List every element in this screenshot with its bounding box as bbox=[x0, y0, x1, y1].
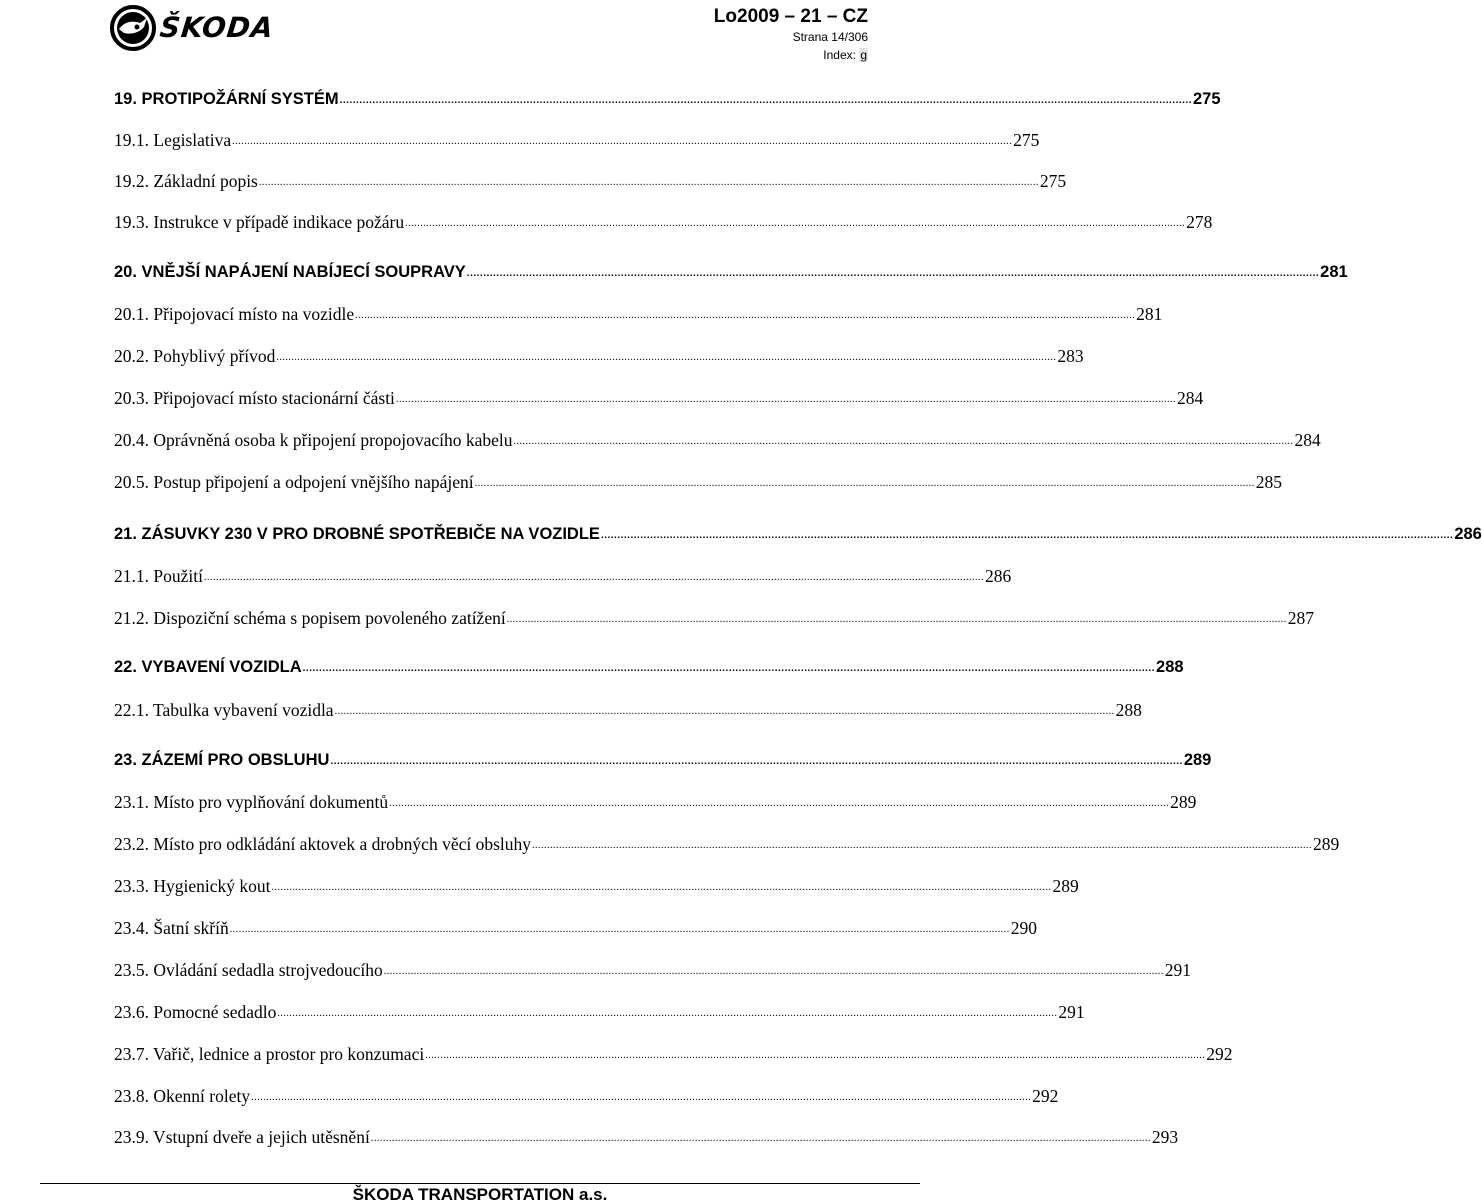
toc-entry-label: 21.2. Dispoziční schéma s popisem povoleného zatížení bbox=[114, 608, 506, 628]
toc-entry[interactable] bbox=[114, 563, 1012, 587]
toc-entry[interactable] bbox=[114, 697, 1142, 721]
toc-dot-leader: .................................................................................................................................................................................................................................................................... bbox=[276, 352, 1057, 363]
toc-entry[interactable] bbox=[114, 1041, 1233, 1065]
toc-dot-leader: .................................................................................................................................................................................................................................................................... bbox=[339, 95, 1192, 106]
toc-dot-leader: .................................................................................................................................................................................................................................................................... bbox=[383, 966, 1164, 977]
toc-entry-page: 292 bbox=[1206, 1044, 1233, 1064]
toc-entry-label: 20.4. Oprávněná osoba k připojení propojovacího kabelu bbox=[114, 430, 513, 450]
toc-entry-page: 288 bbox=[1115, 700, 1142, 720]
toc-entry-label: 19.2. Základní popis bbox=[114, 171, 258, 191]
toc-entry-page: 284 bbox=[1294, 430, 1321, 450]
toc-entry-label: 23.1. Místo pro vyplňování dokumentů bbox=[114, 792, 389, 812]
toc-entry-label: 23.3. Hygienický kout bbox=[114, 876, 271, 896]
toc-entry-label: 23.6. Pomocné sedadlo bbox=[114, 1002, 277, 1022]
toc-entry[interactable] bbox=[114, 789, 1197, 813]
toc-entry[interactable] bbox=[114, 1083, 1059, 1107]
toc-entry[interactable] bbox=[114, 654, 1184, 678]
toc-entry-label: 21. ZÁSUVKY 230 V PRO DROBNÉ SPOTŘEBIČE NA VOZIDLE bbox=[114, 525, 600, 543]
toc-dot-leader: .................................................................................................................................................................................................................................................................... bbox=[466, 268, 1320, 279]
toc-entry-page: 291 bbox=[1164, 960, 1192, 980]
toc-entry-page: 281 bbox=[1136, 304, 1163, 324]
toc-entry-page: 289 bbox=[1052, 876, 1079, 896]
toc-entry[interactable] bbox=[114, 521, 1482, 545]
toc-entry[interactable] bbox=[114, 831, 1340, 855]
skoda-winged-arrow-icon bbox=[110, 5, 156, 51]
toc-entry-page: 293 bbox=[1151, 1127, 1179, 1147]
toc-entry[interactable] bbox=[114, 301, 1163, 325]
toc-entry[interactable] bbox=[114, 209, 1213, 233]
toc-dot-leader: .................................................................................................................................................................................................................................................................... bbox=[355, 310, 1136, 321]
toc-entry-label: 23.7. Vařič, lednice a prostor pro konzumaci bbox=[114, 1044, 425, 1064]
toc-entry-label: 20.3. Připojovací místo stacionární části bbox=[114, 388, 395, 408]
toc-entry[interactable] bbox=[114, 915, 1037, 939]
toc-dot-leader: .................................................................................................................................................................................................................................................................... bbox=[229, 924, 1010, 935]
toc-entry[interactable] bbox=[114, 427, 1321, 451]
toc-dot-leader: .................................................................................................................................................................................................................................................................... bbox=[405, 218, 1186, 229]
toc-entry-page: 290 bbox=[1010, 918, 1037, 938]
toc-entry-label: 23.2. Místo pro odkládání aktovek a drobných věcí obsluhy bbox=[114, 834, 532, 854]
toc-dot-leader: .................................................................................................................................................................................................................................................................... bbox=[600, 530, 1454, 541]
toc-dot-leader: .................................................................................................................................................................................................................................................................... bbox=[302, 663, 1156, 674]
toc-entry[interactable] bbox=[114, 385, 1204, 409]
toc-dot-leader: .................................................................................................................................................................................................................................................................... bbox=[395, 394, 1176, 405]
toc-entry-page: 291 bbox=[1058, 1002, 1085, 1022]
toc-entry-label: 20.5. Postup připojení a odpojení vnějšího napájení bbox=[114, 472, 474, 492]
toc-dot-leader: .................................................................................................................................................................................................................................................................... bbox=[532, 840, 1313, 851]
toc-entry-label: 23.9. Vstupní dveře a jejich utěsnění bbox=[114, 1127, 370, 1147]
toc-dot-leader: .................................................................................................................................................................................................................................................................... bbox=[425, 1050, 1206, 1061]
toc-entry-page: 289 bbox=[1313, 834, 1340, 854]
toc-entry[interactable] bbox=[114, 1124, 1179, 1148]
toc-entry-page: 286 bbox=[984, 566, 1012, 586]
document-info bbox=[714, 6, 868, 64]
document-code: Lo2009 – 21 – CZ bbox=[713, 6, 868, 27]
toc-entry-label: 20. VNĚJŠÍ NAPÁJENÍ NABÍJECÍ SOUPRAVY bbox=[114, 263, 466, 281]
toc-entry-page: 289 bbox=[1183, 751, 1212, 769]
toc-entry-label: 20.1. Připojovací místo na vozidle bbox=[114, 304, 355, 324]
toc-dot-leader: .................................................................................................................................................................................................................................................................... bbox=[334, 706, 1115, 717]
footer-company: ŠKODA TRANSPORTATION a.s. bbox=[352, 1185, 608, 1204]
skoda-logo bbox=[110, 5, 274, 51]
toc-entry-page: 286 bbox=[1454, 525, 1482, 543]
document-index: Index: g bbox=[823, 48, 867, 62]
toc-entry[interactable] bbox=[114, 605, 1314, 629]
toc-entry[interactable] bbox=[114, 999, 1085, 1023]
toc-entry-page: 278 bbox=[1186, 212, 1213, 232]
toc-entry-label: 22.1. Tabulka vybavení vozidla bbox=[114, 700, 334, 720]
toc-entry-page: 281 bbox=[1320, 263, 1348, 281]
toc-dot-leader: .................................................................................................................................................................................................................................................................... bbox=[330, 756, 1183, 767]
toc-entry-page: 275 bbox=[1013, 130, 1040, 150]
toc-entry-label: 23. ZÁZEMÍ PRO OBSLUHU bbox=[114, 751, 330, 769]
toc-entry-page: 283 bbox=[1057, 346, 1084, 366]
toc-entry[interactable] bbox=[114, 469, 1282, 493]
page-header bbox=[0, 0, 960, 80]
toc-entry-page: 287 bbox=[1287, 608, 1314, 628]
toc-entry[interactable] bbox=[114, 343, 1084, 367]
toc-entry-label: 21.1. Použití bbox=[114, 566, 203, 586]
toc-dot-leader: .................................................................................................................................................................................................................................................................... bbox=[370, 1133, 1151, 1144]
page-number: Strana 14/306 bbox=[792, 30, 868, 44]
toc-entry[interactable] bbox=[114, 957, 1192, 981]
footer-divider bbox=[40, 1183, 920, 1184]
toc-dot-leader: .................................................................................................................................................................................................................................................................... bbox=[251, 1092, 1032, 1103]
toc-dot-leader: .................................................................................................................................................................................................................................................................... bbox=[203, 572, 984, 583]
toc-dot-leader: .................................................................................................................................................................................................................................................................... bbox=[389, 798, 1170, 809]
toc-entry-label: 23.5. Ovládání sedadla strojvedoucího bbox=[114, 960, 383, 980]
toc-entry-page: 289 bbox=[1170, 792, 1197, 812]
toc-entry[interactable] bbox=[114, 259, 1348, 283]
toc-entry-page: 285 bbox=[1255, 472, 1282, 492]
toc-entry-label: 19.3. Instrukce v případě indikace požáru bbox=[114, 212, 405, 232]
toc-dot-leader: .................................................................................................................................................................................................................................................................... bbox=[232, 136, 1013, 147]
toc-entry-label: 19.1. Legislativa bbox=[114, 130, 232, 150]
toc-entry-page: 284 bbox=[1176, 388, 1204, 408]
toc-dot-leader: .................................................................................................................................................................................................................................................................... bbox=[277, 1008, 1058, 1019]
toc-dot-leader: .................................................................................................................................................................................................................................................................... bbox=[258, 177, 1039, 188]
toc-entry-page: 275 bbox=[1039, 171, 1067, 191]
toc-dot-leader: .................................................................................................................................................................................................................................................................... bbox=[513, 436, 1294, 447]
toc-entry-label: 20.2. Pohyblivý přívod bbox=[114, 346, 276, 366]
toc-dot-leader: .................................................................................................................................................................................................................................................................... bbox=[474, 478, 1255, 489]
toc-entry-page: 292 bbox=[1032, 1086, 1059, 1106]
toc-dot-leader: .................................................................................................................................................................................................................................................................... bbox=[506, 614, 1287, 625]
toc-entry-page: 275 bbox=[1193, 90, 1221, 108]
brand-wordmark: ŠKODA bbox=[158, 11, 276, 44]
toc-entry-label: 23.8. Okenní rolety bbox=[114, 1086, 251, 1106]
toc-entry[interactable] bbox=[114, 168, 1067, 192]
toc-entry[interactable] bbox=[114, 127, 1040, 151]
toc-entry[interactable] bbox=[114, 873, 1079, 897]
toc-entry-page: 288 bbox=[1156, 658, 1184, 676]
toc-entry-label: 19. PROTIPOŽÁRNÍ SYSTÉM bbox=[114, 90, 339, 108]
toc-entry-label: 23.4. Šatní skříň bbox=[114, 918, 229, 938]
toc-entry-label: 22. VYBAVENÍ VOZIDLA bbox=[114, 658, 302, 676]
toc-entry[interactable] bbox=[114, 86, 1221, 110]
toc-entry[interactable] bbox=[114, 747, 1212, 771]
toc-dot-leader: .................................................................................................................................................................................................................................................................... bbox=[271, 882, 1052, 893]
